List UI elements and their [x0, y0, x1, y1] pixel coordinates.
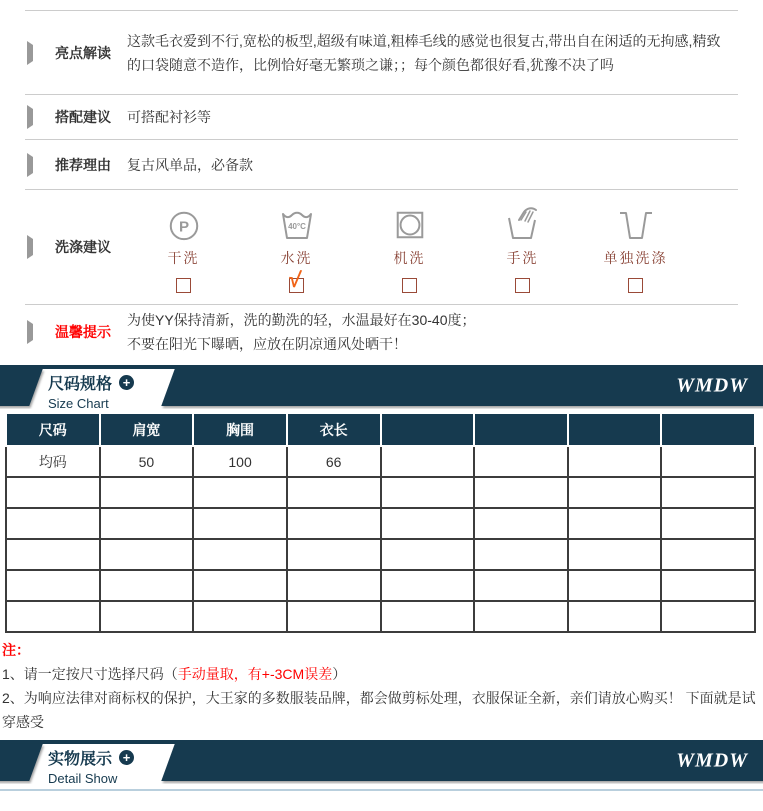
table-cell	[193, 508, 287, 539]
table-cell	[474, 446, 568, 477]
table-row	[6, 508, 755, 539]
table-cell	[661, 539, 755, 570]
size-table-header-cell: 衣长	[287, 413, 381, 446]
table-cell	[661, 570, 755, 601]
size-table-header-cell	[568, 413, 662, 446]
highlight-row	[25, 10, 738, 94]
table-cell	[661, 446, 755, 477]
table-cell	[100, 601, 194, 632]
size-table-header-cell	[661, 413, 755, 446]
table-cell	[568, 570, 662, 601]
table-cell	[568, 508, 662, 539]
size-table-body	[6, 446, 755, 632]
table-cell	[193, 570, 287, 601]
separate-wash-icon	[618, 207, 654, 243]
machine-wash-icon	[393, 207, 427, 243]
size-chart-table	[5, 412, 756, 633]
wash-option-label: 机洗	[393, 250, 426, 266]
table-cell	[6, 508, 100, 539]
bullet-cell	[25, 239, 55, 255]
notes-line1	[2, 662, 761, 686]
banner-bar	[161, 369, 763, 406]
svg-text:40°C: 40°C	[287, 222, 306, 231]
table-cell	[6, 539, 100, 570]
table-cell: 100	[193, 446, 287, 477]
arrow-right-icon	[27, 153, 33, 177]
wash-option-label: 单独洗涤	[603, 250, 668, 266]
table-cell	[287, 570, 381, 601]
brand-logo: WMDW	[676, 374, 748, 397]
svg-text:P: P	[178, 218, 189, 236]
detail-show-title-cn: 实物展示	[48, 751, 113, 768]
size-chart-titles	[48, 371, 134, 409]
size-table-header-cell	[381, 413, 475, 446]
size-chart-title-cn: 尺码规格	[48, 376, 113, 393]
notes-line1-suffix: ）	[332, 666, 347, 682]
table-cell	[193, 539, 287, 570]
notes-title: 注：	[2, 642, 30, 658]
table-row	[6, 446, 755, 477]
recommend-content: 复古风单品，必备款	[127, 156, 253, 173]
wash-option-dry-clean	[127, 201, 240, 293]
water-wash-40-icon	[278, 207, 316, 243]
bullet-cell	[25, 109, 55, 125]
size-table-header-cell: 胸围	[193, 413, 287, 446]
table-cell	[474, 477, 568, 508]
recommend-row	[25, 139, 738, 189]
highlight-content: 这款毛衣爱到不行,宽松的板型,超级有味道,粗棒毛线的感觉也很复古,带出自在闲适的无拘感,精致的口袋随意不造作，比例恰好毫无繁琐之谦；；每个颜色都很好看,犹豫不决了吗	[127, 32, 721, 73]
table-cell	[6, 570, 100, 601]
table-cell	[381, 446, 475, 477]
table-cell	[193, 477, 287, 508]
table-cell	[568, 446, 662, 477]
wash-option-water-wash	[240, 201, 353, 293]
table-cell	[287, 539, 381, 570]
size-chart-title-en: Size Chart	[48, 396, 109, 409]
table-cell	[6, 601, 100, 632]
table-cell: 均码	[6, 446, 100, 477]
table-cell: 50	[100, 446, 194, 477]
table-cell	[474, 539, 568, 570]
table-cell	[661, 508, 755, 539]
dry-clean-icon	[167, 207, 201, 243]
arrow-right-icon	[27, 320, 33, 344]
size-table-header-cell	[474, 413, 568, 446]
wash-option-machine-wash	[353, 201, 466, 293]
size-table-head	[6, 413, 755, 446]
size-table-header-cell: 尺码	[6, 413, 100, 446]
arrow-right-icon	[27, 105, 33, 129]
wash-option-label: 手洗	[506, 250, 539, 266]
table-cell	[100, 539, 194, 570]
table-cell	[381, 539, 475, 570]
wash-options	[127, 201, 738, 293]
table-cell	[474, 508, 568, 539]
table-cell	[661, 601, 755, 632]
table-row	[6, 477, 755, 508]
brand-logo: WMDW	[676, 749, 748, 772]
table-cell	[568, 601, 662, 632]
wash-option-separate-wash	[579, 201, 692, 293]
table-cell	[474, 601, 568, 632]
machine-wash-checkbox[interactable]	[402, 278, 417, 293]
plus-icon[interactable]	[119, 375, 134, 390]
check-icon	[288, 268, 302, 291]
wash-option-label: 干洗	[167, 250, 200, 266]
bottom-divider	[0, 789, 763, 791]
warm-tips-line1: 为使YY保持清新，洗的勤洗的轻，水温最好在30-40度；	[127, 312, 476, 328]
table-row	[6, 539, 755, 570]
hand-wash-icon	[505, 205, 541, 243]
table-cell	[287, 601, 381, 632]
table-cell	[381, 570, 475, 601]
size-table-header-row	[6, 413, 755, 446]
table-cell	[100, 508, 194, 539]
detail-show-banner	[0, 740, 763, 784]
warm-tips-line2: 不要在阳光下曝晒，应放在阴凉通风处晒干！	[127, 336, 407, 352]
highlight-label: 亮点解读	[55, 44, 111, 61]
warm-tips-content	[127, 308, 738, 356]
banner-left-wedge	[0, 369, 43, 406]
warm-tips-label: 温馨提示	[55, 324, 111, 340]
size-chart-banner	[0, 365, 763, 409]
notes-line2: 2、为响应法律对商标权的保护，大王家的多数服装品牌，都会做剪标处理，衣服保证全新，亲们请放心购买！ 下面就是试穿感受	[2, 690, 756, 730]
notes-section	[2, 638, 761, 734]
table-row	[6, 601, 755, 632]
plus-icon[interactable]	[119, 750, 134, 765]
detail-show-title-en: Detail Show	[48, 771, 118, 784]
table-cell	[381, 508, 475, 539]
table-cell	[568, 477, 662, 508]
wash-advice-row	[25, 189, 738, 304]
table-cell	[287, 508, 381, 539]
banner-bar	[161, 744, 763, 781]
match-advice-row	[25, 94, 738, 139]
product-info-section	[25, 10, 738, 359]
warm-tips-row	[25, 304, 738, 359]
banner-left-wedge	[0, 744, 43, 781]
water-wash-checkbox[interactable]	[289, 278, 304, 293]
arrow-right-icon	[27, 235, 33, 259]
recommend-label: 推荐理由	[55, 156, 111, 173]
match-advice-label: 搭配建议	[55, 109, 111, 125]
notes-line1-red: 手动量取，有+-3CM误差	[177, 666, 333, 682]
bullet-cell	[25, 45, 55, 61]
table-cell	[381, 477, 475, 508]
detail-show-titles	[48, 746, 134, 784]
size-table-header-cell: 肩宽	[100, 413, 194, 446]
match-advice-content: 可搭配衬衫等	[127, 109, 211, 125]
table-cell	[6, 477, 100, 508]
table-cell	[381, 601, 475, 632]
arrow-right-icon	[27, 41, 33, 65]
wash-option-hand-wash	[466, 201, 579, 293]
hand-wash-checkbox[interactable]	[515, 278, 530, 293]
wash-advice-label: 洗涤建议	[55, 239, 111, 255]
table-cell	[193, 601, 287, 632]
table-cell	[568, 539, 662, 570]
bullet-cell	[25, 324, 55, 340]
table-cell	[100, 570, 194, 601]
table-cell	[661, 477, 755, 508]
separate-wash-checkbox[interactable]	[628, 278, 643, 293]
table-cell	[100, 477, 194, 508]
dry-clean-checkbox[interactable]	[176, 278, 191, 293]
table-cell	[287, 477, 381, 508]
table-cell	[474, 570, 568, 601]
bullet-cell	[25, 157, 55, 173]
table-row	[6, 570, 755, 601]
notes-line1-prefix: 1、请一定按尺寸选择尺码（	[2, 666, 178, 682]
wash-option-label: 水洗	[280, 250, 313, 266]
table-cell: 66	[287, 446, 381, 477]
